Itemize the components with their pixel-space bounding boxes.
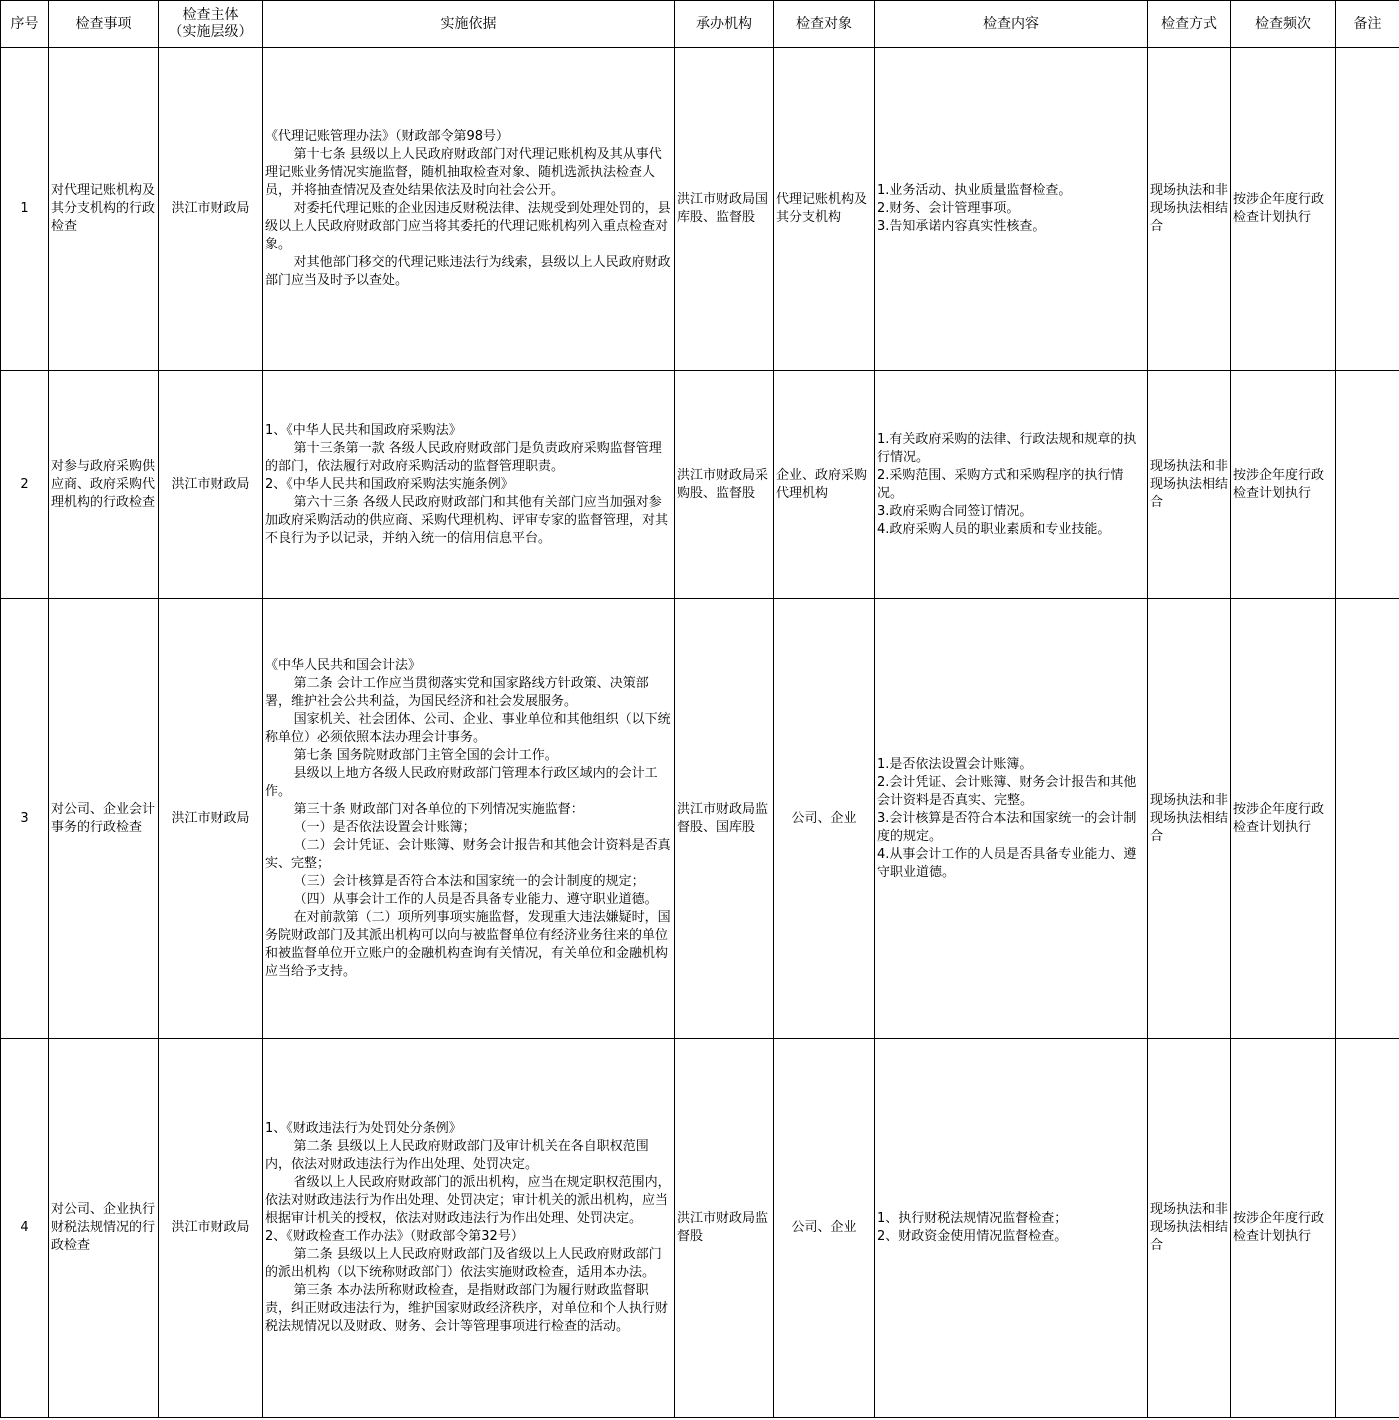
content-item: 4.政府采购人员的职业素质和专业技能。 xyxy=(877,521,1111,537)
header-content: 检查内容 xyxy=(875,1,1148,48)
header-frequency: 检查频次 xyxy=(1231,1,1336,48)
cell-object: 公司、企业 xyxy=(774,1039,875,1418)
basis-paragraph: 县级以上地方各级人民政府财政部门管理本行政区域内的会计工作。 xyxy=(265,765,658,799)
content-item: 2.采购范围、采购方式和采购程序的执行情况。 xyxy=(877,467,1124,501)
header-row xyxy=(1,1,1399,48)
cell-frequency: 按涉企年度行政检查计划执行 xyxy=(1231,48,1336,371)
cell-seq: 3 xyxy=(1,599,49,1039)
header-remark: 备注 xyxy=(1336,1,1399,48)
basis-paragraph: 对其他部门移交的代理记账违法行为线索，县级以上人民政府财政部门应当及时予以查处。 xyxy=(265,255,671,288)
basis-paragraph: 第十三条第一款 各级人民政府财政部门是负责政府采购监督管理的部门，依法履行对政府采购活动的监督管理职责。 xyxy=(265,440,662,474)
cell-remark xyxy=(1336,1039,1399,1418)
cell-object: 公司、企业 xyxy=(774,599,875,1039)
cell-content xyxy=(875,599,1148,1039)
cell-frequency: 按涉企年度行政检查计划执行 xyxy=(1231,599,1336,1039)
basis-paragraph: （一）是否依法设置会计账簿； xyxy=(293,819,476,835)
header-subject-line1: 检查主体 xyxy=(182,7,239,23)
cell-subject: 洪江市财政局 xyxy=(159,1039,263,1418)
basis-paragraph: 第二条 会计工作应当贯彻落实党和国家路线方针政策、决策部署，维护社会公共利益，为国民经济和社会发展服务。 xyxy=(265,675,649,709)
table-row xyxy=(1,599,1399,1039)
header-object: 检查对象 xyxy=(774,1,875,48)
table-row xyxy=(1,1039,1399,1418)
cell-item: 对参与政府采购供应商、政府采购代理机构的行政检查 xyxy=(49,371,159,599)
basis-paragraph: 第三十条 财政部门对各单位的下列情况实施监督： xyxy=(293,801,584,817)
basis-paragraph: 第六十三条 各级人民政府财政部门和其他有关部门应当加强对参加政府采购活动的供应商、采购代理机构、评审专家的监督管理，对其不良行为予以记录，并纳入统一的信用信息平台。 xyxy=(265,494,669,546)
header-org: 承办机构 xyxy=(675,1,774,48)
cell-seq: 2 xyxy=(1,371,49,599)
cell-frequency: 按涉企年度行政检查计划执行 xyxy=(1231,371,1336,599)
basis-paragraph: 《代理记账管理办法》（财政部令第98号） xyxy=(265,129,510,144)
cell-basis xyxy=(263,48,675,371)
table-row xyxy=(1,371,1399,599)
cell-org: 洪江市财政局采购股、监督股 xyxy=(675,371,774,599)
content-item: 1、执行财税法规情况监督检查； xyxy=(877,1211,1068,1226)
cell-subject: 洪江市财政局 xyxy=(159,599,263,1039)
basis-paragraph: 1、《中华人民共和国政府采购法》 xyxy=(265,422,462,438)
header-method: 检查方式 xyxy=(1148,1,1231,48)
cell-remark xyxy=(1336,599,1399,1039)
content-item: 2、财政资金使用情况监督检查。 xyxy=(877,1229,1068,1244)
basis-paragraph: 国家机关、社会团体、公司、企业、事业单位和其他组织（以下统称单位）必须依照本法办理会计事务。 xyxy=(265,711,671,745)
cell-basis xyxy=(263,371,675,599)
content-item: 1.有关政府采购的法律、行政法规和规章的执行情况。 xyxy=(877,431,1137,465)
basis-paragraph: （四）从事会计工作的人员是否具备专业能力、遵守职业道德。 xyxy=(293,891,658,907)
header-subject-line2: （实施层级） xyxy=(168,24,253,40)
cell-item: 对公司、企业会计事务的行政检查 xyxy=(49,599,159,1039)
cell-item: 对公司、企业执行财税法规情况的行政检查 xyxy=(49,1039,159,1418)
cell-content xyxy=(875,48,1148,371)
cell-item: 对代理记账机构及其分支机构的行政检查 xyxy=(49,48,159,371)
basis-paragraph: 对委托代理记账的企业因违反财税法律、法规受到处理处罚的，县级以上人民政府财政部门应当将其委托的代理记账机构列入重点检查对象。 xyxy=(265,201,671,252)
cell-content xyxy=(875,371,1148,599)
cell-seq: 4 xyxy=(1,1039,49,1418)
cell-method: 现场执法和非现场执法相结合 xyxy=(1148,1039,1231,1418)
header-item: 检查事项 xyxy=(49,1,159,48)
table-body xyxy=(1,48,1399,1418)
content-item: 4.从事会计工作的人员是否具备专业能力、遵守职业道德。 xyxy=(877,846,1137,880)
cell-remark xyxy=(1336,371,1399,599)
cell-content xyxy=(875,1039,1148,1418)
basis-paragraph: 1、《财政违法行为处罚处分条例》 xyxy=(265,1121,462,1136)
content-item: 3.告知承诺内容真实性核查。 xyxy=(877,219,1046,234)
cell-object: 企业、政府采购代理机构 xyxy=(774,371,875,599)
basis-paragraph: 第二条 县级以上人民政府财政部门及审计机关在各自职权范围内，依法对财政违法行为作出处理、处罚决定。 xyxy=(265,1139,649,1172)
cell-org: 洪江市财政局国库股、监督股 xyxy=(675,48,774,371)
cell-basis xyxy=(263,1039,675,1418)
basis-paragraph: 第十七条 县级以上人民政府财政部门对代理记账机构及其从事代理记账业务情况实施监督，随机抽取检查对象、随机选派执法检查人员，并将抽查情况及查处结果依法及时向社会公开。 xyxy=(265,147,662,198)
cell-method: 现场执法和非现场执法相结合 xyxy=(1148,48,1231,371)
basis-paragraph: 2、《中华人民共和国政府采购法实施条例》 xyxy=(265,476,514,492)
basis-paragraph: 在对前款第（二）项所列事项实施监督，发现重大违法嫌疑时，国务院财政部门及其派出机构可以向与被监督单位有经济业务往来的单位和被监督单位开立账户的金融机构查询有关情况，有关单位和金融机构应当给予支持。 xyxy=(265,909,671,979)
cell-basis xyxy=(263,599,675,1039)
content-item: 2.财务、会计管理事项。 xyxy=(877,201,1020,216)
cell-subject: 洪江市财政局 xyxy=(159,48,263,371)
table-row xyxy=(1,48,1399,371)
header-subject xyxy=(159,1,263,48)
basis-paragraph: （三）会计核算是否符合本法和国家统一的会计制度的规定； xyxy=(293,873,645,889)
cell-org: 洪江市财政局监督股 xyxy=(675,1039,774,1418)
cell-remark xyxy=(1336,48,1399,371)
basis-paragraph: 《中华人民共和国会计法》 xyxy=(265,657,422,673)
cell-subject: 洪江市财政局 xyxy=(159,371,263,599)
cell-method: 现场执法和非现场执法相结合 xyxy=(1148,371,1231,599)
basis-paragraph: （二）会计凭证、会计账簿、财务会计报告和其他会计资料是否真实、完整； xyxy=(265,837,671,871)
cell-seq: 1 xyxy=(1,48,49,371)
basis-paragraph: 2、《财政检查工作办法》（财政部令第32号） xyxy=(265,1229,524,1244)
cell-object: 代理记账机构及其分支机构 xyxy=(774,48,875,371)
content-item: 1.是否依法设置会计账簿。 xyxy=(877,756,1033,772)
content-item: 2.会计凭证、会计账簿、财务会计报告和其他会计资料是否真实、完整。 xyxy=(877,774,1137,808)
basis-paragraph: 第三条 本办法所称财政检查，是指财政部门为履行财政监督职责，纠正财政违法行为，维护国家财政经济秩序，对单位和个人执行财税法规情况以及财政、财务、会计等管理事项进行检查的活动。 xyxy=(265,1283,669,1334)
cell-org: 洪江市财政局监督股、国库股 xyxy=(675,599,774,1039)
content-item: 3.会计核算是否符合本法和国家统一的会计制度的规定。 xyxy=(877,810,1137,844)
content-item: 3.政府采购合同签订情况。 xyxy=(877,503,1033,519)
basis-paragraph: 省级以上人民政府财政部门的派出机构，应当在规定职权范围内，依法对财政违法行为作出处理、处罚决定；审计机关的派出机构，应当根据审计机关的授权，依法对财政违法行为作出处理、处罚决定。 xyxy=(265,1175,671,1226)
cell-method: 现场执法和非现场执法相结合 xyxy=(1148,599,1231,1039)
content-item: 1.业务活动、执业质量监督检查。 xyxy=(877,183,1072,198)
basis-paragraph: 第二条 县级以上人民政府财政部门及省级以上人民政府财政部门的派出机构（以下统称财政部门）依法实施财政检查，适用本办法。 xyxy=(265,1247,662,1280)
cell-frequency: 按涉企年度行政检查计划执行 xyxy=(1231,1039,1336,1418)
basis-paragraph: 第七条 国务院财政部门主管全国的会计工作。 xyxy=(293,747,558,763)
header-seq: 序号 xyxy=(1,1,49,48)
header-basis: 实施依据 xyxy=(263,1,675,48)
